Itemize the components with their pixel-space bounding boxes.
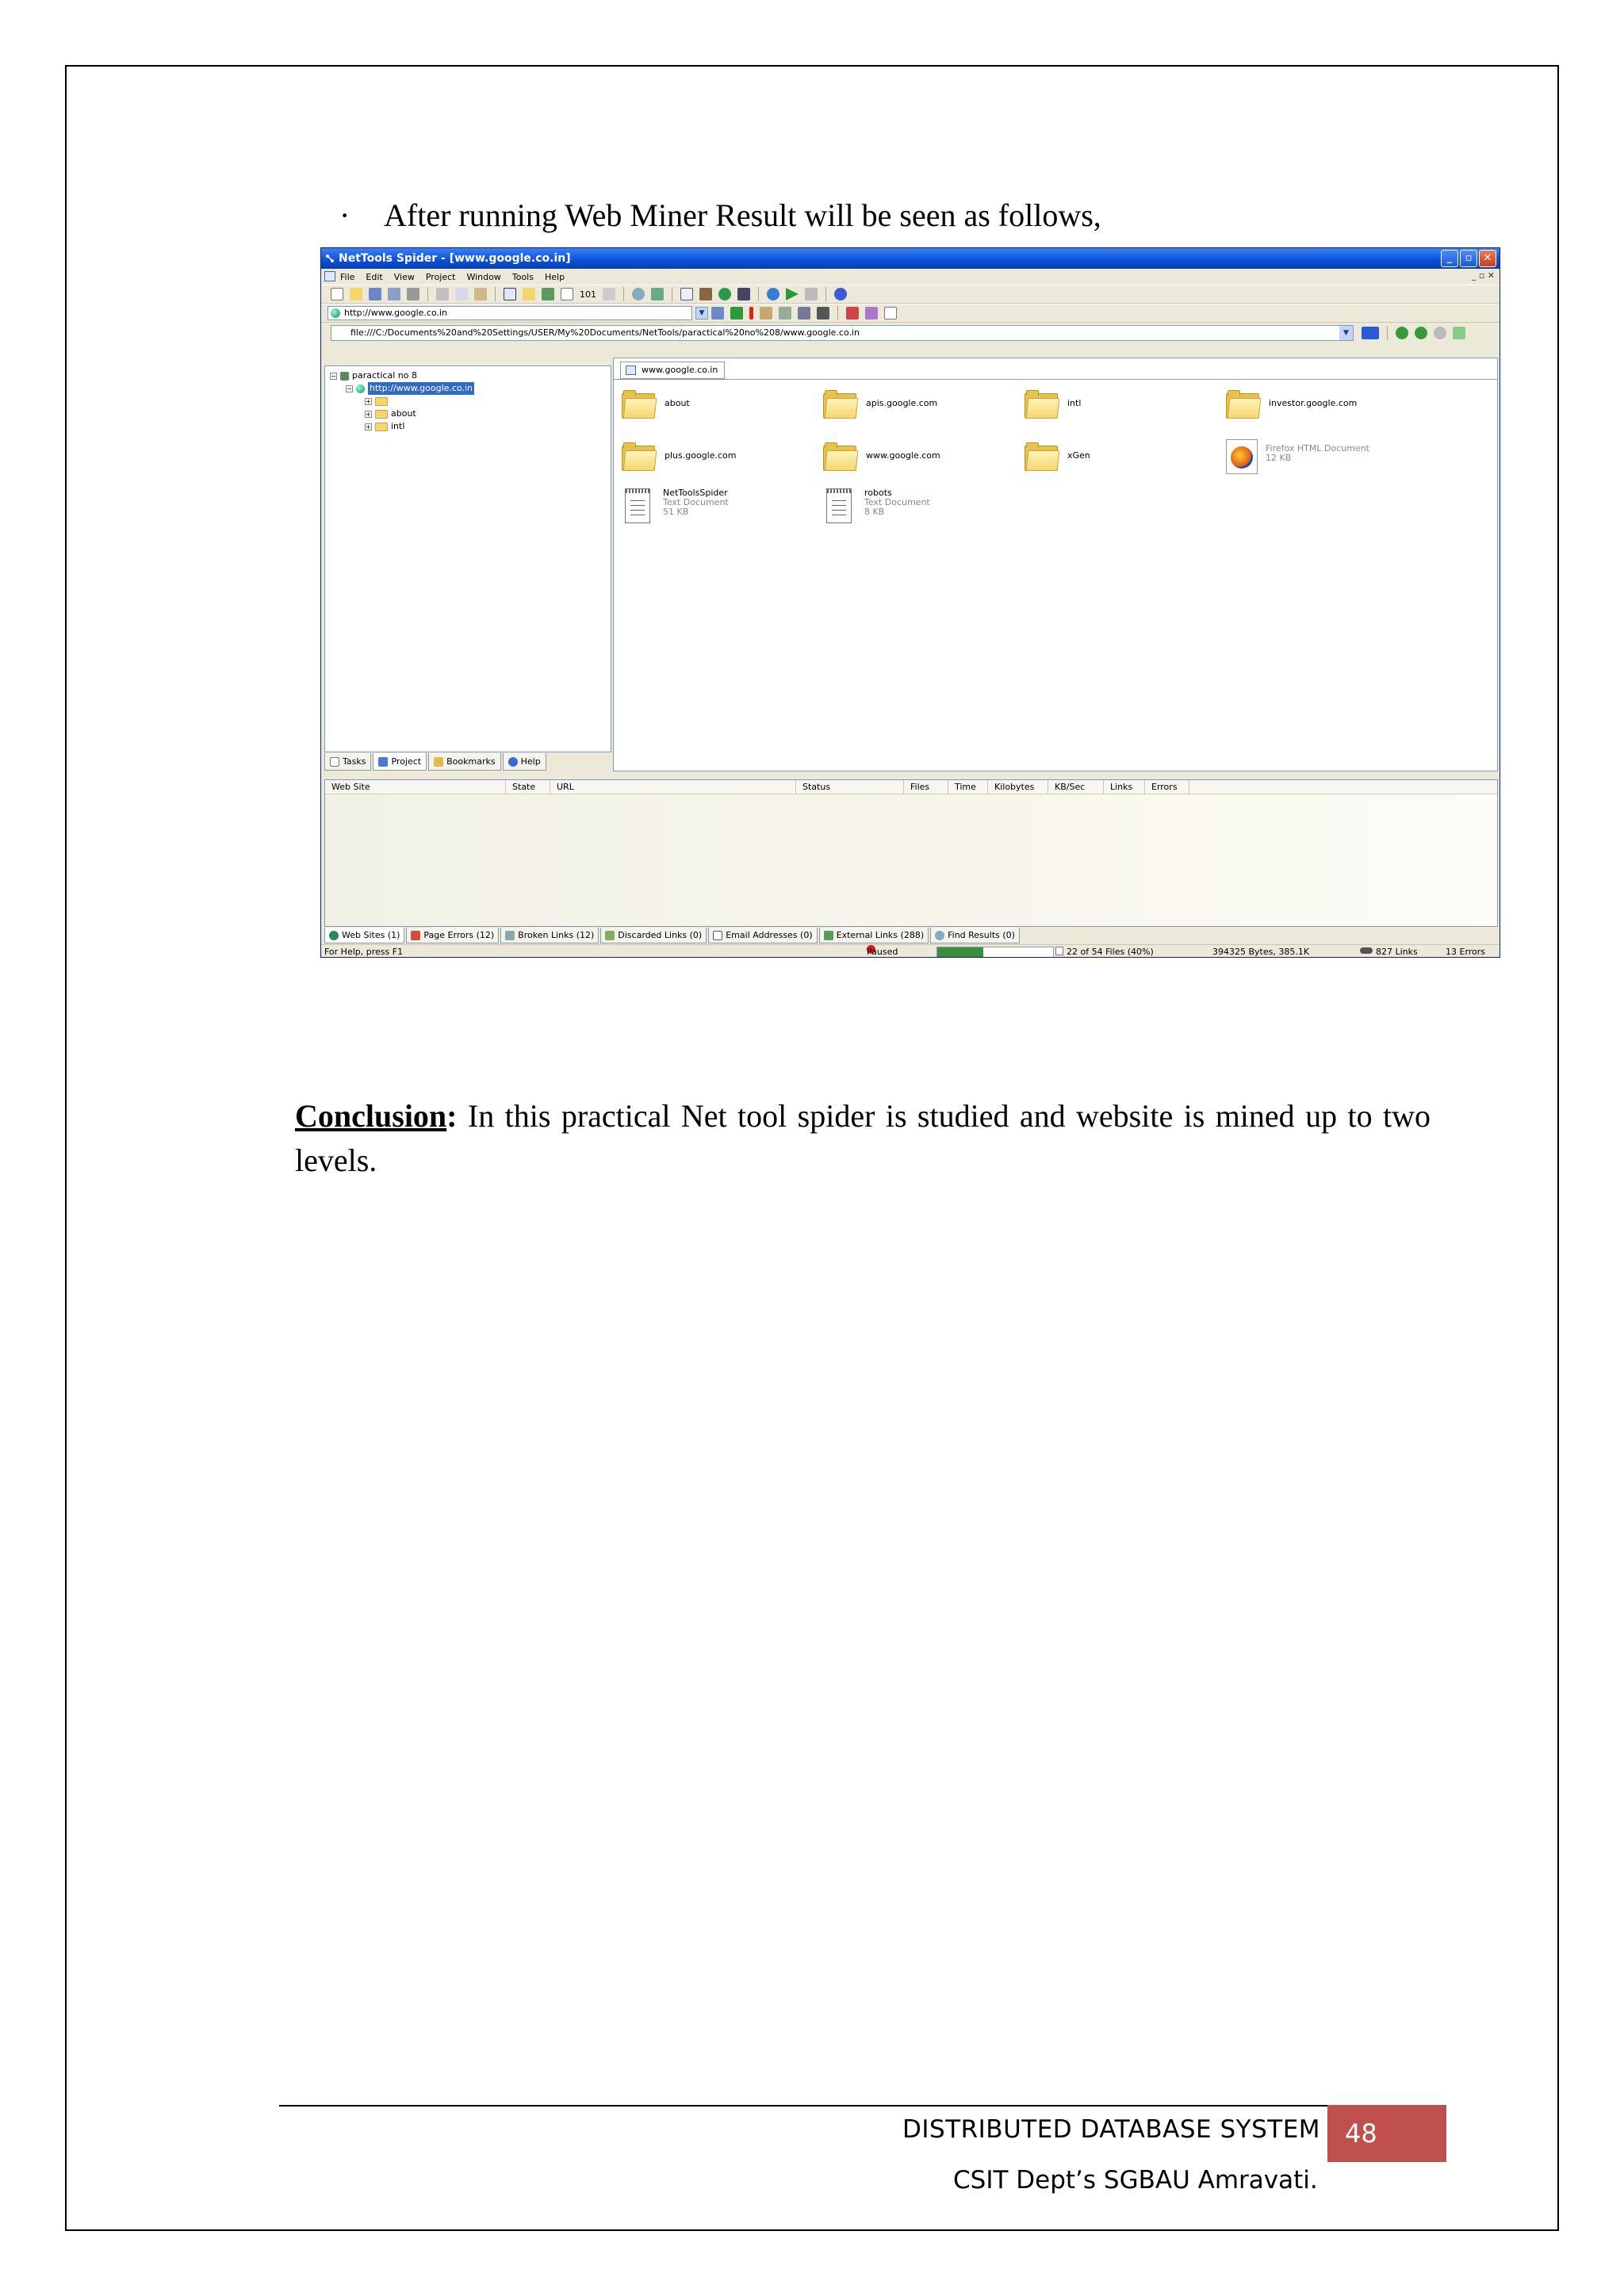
- folder-icon: [375, 423, 388, 431]
- item-label: plus.google.com: [665, 450, 737, 461]
- add-icon[interactable]: [730, 307, 743, 320]
- discard-icon: [605, 931, 615, 940]
- tree-item-intl[interactable]: [365, 420, 404, 433]
- list-header: [325, 780, 1497, 794]
- project-icon: [340, 372, 349, 381]
- text-document-icon: [826, 488, 852, 523]
- tab-label: Project: [391, 756, 422, 767]
- bullet: ·: [339, 197, 350, 233]
- tree-item-label: about: [391, 408, 416, 419]
- window-title: NetTools Spider - [www.google.co.in]: [339, 252, 571, 265]
- conclusion-heading: Conclusion: [295, 1098, 447, 1134]
- new-icon[interactable]: [331, 288, 343, 300]
- menu-window[interactable]: Window: [466, 271, 501, 282]
- spider-icon[interactable]: [760, 307, 772, 320]
- status-bytes: 394325 Bytes, 385.1K: [1212, 947, 1310, 957]
- report-icon[interactable]: [680, 288, 693, 300]
- document-tab[interactable]: [620, 362, 725, 379]
- folder-item[interactable]: [1025, 390, 1081, 419]
- tree-root[interactable]: [330, 369, 417, 382]
- stop-nav-icon[interactable]: [1434, 327, 1446, 339]
- column-status[interactable]: Status: [796, 780, 904, 794]
- search-icon[interactable]: [632, 288, 645, 300]
- file-item[interactable]: [625, 488, 729, 523]
- tree-item[interactable]: [365, 395, 391, 408]
- tab-label: Page Errors (12): [423, 930, 495, 940]
- mdi-controls[interactable]: _ ▫ ✕: [1471, 270, 1495, 281]
- column-links[interactable]: Links: [1104, 780, 1145, 794]
- project-tree: [324, 365, 611, 752]
- firefox-icon: [1226, 439, 1258, 474]
- view-icon[interactable]: [504, 288, 516, 300]
- folder-item[interactable]: [1226, 390, 1357, 419]
- expand-icon[interactable]: +: [366, 397, 371, 405]
- document-icon[interactable]: [324, 271, 335, 281]
- address-value: file:///C:/Documents%20and%20Settings/USER/My%20Documents/NetTools/paractical%20no%208/www.google.co.in: [350, 327, 860, 338]
- copy-icon[interactable]: [455, 288, 468, 300]
- column-kb-sec[interactable]: KB/Sec: [1048, 780, 1104, 794]
- folder-icon: [622, 442, 655, 471]
- tab-broken-links[interactable]: [500, 928, 599, 943]
- broken-link-icon: [505, 931, 515, 940]
- tab-find-results[interactable]: [930, 928, 1020, 943]
- status-files: [1055, 945, 1154, 958]
- folder-icon: [375, 397, 388, 406]
- chevron-down-icon[interactable]: ▼: [1339, 326, 1353, 340]
- globe-icon[interactable]: [718, 288, 731, 300]
- folder-icon[interactable]: [523, 288, 535, 300]
- expand-icon[interactable]: +: [366, 410, 371, 418]
- item-label: investor.google.com: [1269, 398, 1358, 408]
- column-errors[interactable]: Errors: [1145, 780, 1189, 794]
- external-link-icon: [824, 931, 833, 940]
- footer-rule: [279, 2105, 1446, 2107]
- expand-icon[interactable]: +: [366, 423, 371, 430]
- folder-icon: [622, 390, 655, 419]
- link-icon: [1360, 947, 1373, 954]
- forward-icon[interactable]: [1415, 327, 1427, 339]
- footer-title: DISTRIBUTED DATABASE SYSTEM: [902, 2115, 1321, 2144]
- tab-label: Find Results (0): [948, 930, 1015, 940]
- item-label: about: [665, 398, 690, 408]
- tab-web-sites[interactable]: [324, 928, 404, 943]
- navigate-icon[interactable]: [1362, 327, 1379, 339]
- play-icon[interactable]: [786, 288, 799, 300]
- page-error-icon: [411, 931, 420, 940]
- menu-edit[interactable]: Edit: [366, 271, 383, 282]
- menu-bar: [321, 269, 1500, 285]
- refresh-icon[interactable]: [767, 288, 779, 300]
- tab-label: Bookmarks: [446, 756, 496, 767]
- collapse-icon[interactable]: −: [347, 385, 352, 392]
- address-input[interactable]: [331, 325, 1354, 341]
- item-type: Text Document: [663, 497, 729, 507]
- item-size: 51 KB: [663, 507, 689, 517]
- status-links: [1360, 945, 1418, 958]
- status-links-label: 827 Links: [1376, 947, 1418, 957]
- conclusion-text: In this practical Net tool spider is studied and website is mined up to two levels.: [295, 1098, 1431, 1178]
- help-icon[interactable]: [834, 288, 847, 300]
- column-url[interactable]: URL: [550, 780, 796, 794]
- folder-item[interactable]: [622, 442, 736, 471]
- maximize-button[interactable]: ▫: [1460, 250, 1477, 267]
- tree-site[interactable]: [346, 382, 474, 395]
- tab-discarded-links[interactable]: [600, 928, 707, 943]
- file-icon: [1055, 947, 1063, 955]
- menu-view[interactable]: View: [393, 271, 415, 282]
- go-icon[interactable]: [711, 307, 724, 320]
- page-icon[interactable]: [561, 288, 573, 300]
- menu-tools[interactable]: Tools: [511, 271, 534, 282]
- document-icon[interactable]: [884, 307, 897, 320]
- progress-bar: [936, 947, 1054, 958]
- file-item[interactable]: [826, 488, 930, 523]
- document-tab-label: www.google.co.in: [642, 365, 718, 375]
- item-label: xGen: [1067, 450, 1090, 461]
- bookmark-icon[interactable]: [737, 288, 750, 300]
- title-bar[interactable]: [321, 248, 1500, 269]
- paste-icon[interactable]: [474, 288, 487, 300]
- conclusion-colon: :: [446, 1098, 458, 1134]
- alert-icon[interactable]: [749, 307, 753, 320]
- tree-item-label: intl: [391, 421, 405, 431]
- status-state-label: Paused: [867, 947, 898, 957]
- tree-item-about[interactable]: [365, 408, 416, 420]
- tab-label: Help: [520, 756, 541, 767]
- folder-item[interactable]: [823, 442, 940, 471]
- star-icon[interactable]: [817, 307, 829, 320]
- column-files[interactable]: Files: [904, 780, 948, 794]
- item-label: www.google.com: [866, 450, 940, 461]
- intro-text: After running Web Miner Result will be seen as follows,: [384, 197, 1101, 233]
- bottom-tabs: [324, 927, 1021, 944]
- item-label: intl: [1067, 398, 1082, 408]
- close-button[interactable]: ✕: [1479, 250, 1496, 267]
- menu-help[interactable]: Help: [544, 271, 565, 282]
- url-combo[interactable]: [327, 306, 692, 320]
- folder-item[interactable]: [622, 390, 690, 419]
- open-icon[interactable]: [350, 288, 362, 300]
- save-all-icon[interactable]: [388, 288, 400, 300]
- address-bar: [321, 323, 1500, 343]
- folder-icon: [823, 390, 856, 419]
- page-number: 48: [1327, 2105, 1446, 2162]
- chart-icon[interactable]: [699, 288, 712, 300]
- folder-icon: [1226, 390, 1259, 419]
- tab-label: Discarded Links (0): [618, 930, 703, 940]
- filter-icon[interactable]: [651, 288, 664, 300]
- folder-icon: [375, 410, 388, 419]
- conclusion-paragraph: [295, 1094, 1431, 1183]
- url-combo-value: http://www.google.co.in: [344, 308, 448, 318]
- tab-label: Web Sites (1): [342, 930, 400, 940]
- item-label: NetToolsSpider: [663, 488, 728, 498]
- text-document-icon: [625, 488, 650, 523]
- progress-fill: [937, 947, 983, 957]
- stop-icon[interactable]: [846, 307, 859, 320]
- minimize-button[interactable]: _: [1441, 250, 1458, 267]
- globe-icon: [329, 931, 339, 940]
- item-type: Text Document: [864, 497, 930, 507]
- image-icon[interactable]: [798, 307, 810, 320]
- status-errors: 13 Errors: [1446, 947, 1486, 957]
- column-state[interactable]: State: [506, 780, 550, 794]
- status-bar: [321, 944, 1500, 958]
- save-icon[interactable]: [369, 288, 381, 300]
- tab-project[interactable]: [373, 753, 427, 771]
- globe-icon: [331, 308, 340, 318]
- websites-list: [324, 779, 1498, 927]
- footer-dept: CSIT Dept’s SGBAU Amravati.: [953, 2166, 1318, 2195]
- folder-item[interactable]: [823, 390, 937, 419]
- bookmarks-icon: [434, 757, 443, 767]
- tools-icon[interactable]: [779, 307, 791, 320]
- page-icon: [626, 365, 636, 375]
- status-help: For Help, press F1: [324, 947, 404, 957]
- item-label: apis.google.com: [866, 398, 938, 408]
- tree-site-label: http://www.google.co.in: [370, 383, 473, 393]
- back-icon[interactable]: [1396, 327, 1408, 339]
- tasks-icon: [330, 757, 339, 767]
- cut-icon[interactable]: [436, 288, 449, 300]
- left-tabs: [324, 752, 611, 771]
- folder-item[interactable]: [1025, 442, 1090, 471]
- tab-bookmarks[interactable]: [428, 753, 500, 771]
- intro-line: [339, 197, 1101, 234]
- item-size: 12 KB: [1266, 453, 1292, 463]
- menu-project[interactable]: Project: [425, 271, 456, 282]
- email-icon: [713, 931, 722, 940]
- item-size: 8 KB: [864, 507, 885, 517]
- tree-root-label: paractical no 8: [352, 370, 417, 381]
- grid-icon[interactable]: [603, 288, 615, 300]
- globe-icon: [356, 385, 365, 393]
- status-files-label: 22 of 54 Files (40%): [1067, 947, 1154, 957]
- column-kilobytes[interactable]: Kilobytes: [988, 780, 1048, 794]
- column-web-site[interactable]: Web Site: [325, 780, 506, 794]
- print-icon[interactable]: [407, 288, 419, 300]
- tab-label: Email Addresses (0): [726, 930, 813, 940]
- binary-counter[interactable]: 101: [580, 289, 596, 300]
- tab-label: Broken Links (12): [518, 930, 595, 940]
- file-item[interactable]: [1226, 439, 1369, 474]
- tab-label: Tasks: [343, 756, 366, 767]
- item-label: robots: [864, 488, 892, 498]
- collapse-icon[interactable]: −: [331, 372, 336, 380]
- tab-help[interactable]: [503, 753, 546, 771]
- tab-page-errors[interactable]: [406, 928, 499, 943]
- url-toolbar: [321, 304, 1500, 323]
- main-toolbar: [321, 285, 1500, 304]
- app-icon: [324, 253, 335, 264]
- folder-icon: [1025, 442, 1058, 471]
- nettools-spider-screenshot: [320, 247, 1500, 958]
- page-refresh-icon[interactable]: [1453, 327, 1465, 339]
- tab-tasks[interactable]: [324, 753, 371, 771]
- help-icon: [508, 757, 518, 767]
- search-icon: [935, 931, 944, 940]
- tab-label: External Links (288): [836, 930, 925, 940]
- menu-file[interactable]: File: [340, 271, 355, 282]
- column-time[interactable]: Time: [948, 780, 988, 794]
- file-view: [613, 358, 1498, 771]
- item-type: Firefox HTML Document: [1266, 443, 1369, 453]
- project-icon: [378, 757, 388, 767]
- chevron-down-icon[interactable]: ▼: [695, 307, 708, 320]
- edit-icon[interactable]: [865, 307, 878, 320]
- tab-email-addresses[interactable]: [708, 928, 817, 943]
- tab-external-links[interactable]: [819, 928, 929, 943]
- folder-icon: [1025, 390, 1058, 419]
- network-icon[interactable]: [542, 288, 554, 300]
- pause-icon[interactable]: [805, 288, 818, 300]
- folder-icon: [823, 442, 856, 471]
